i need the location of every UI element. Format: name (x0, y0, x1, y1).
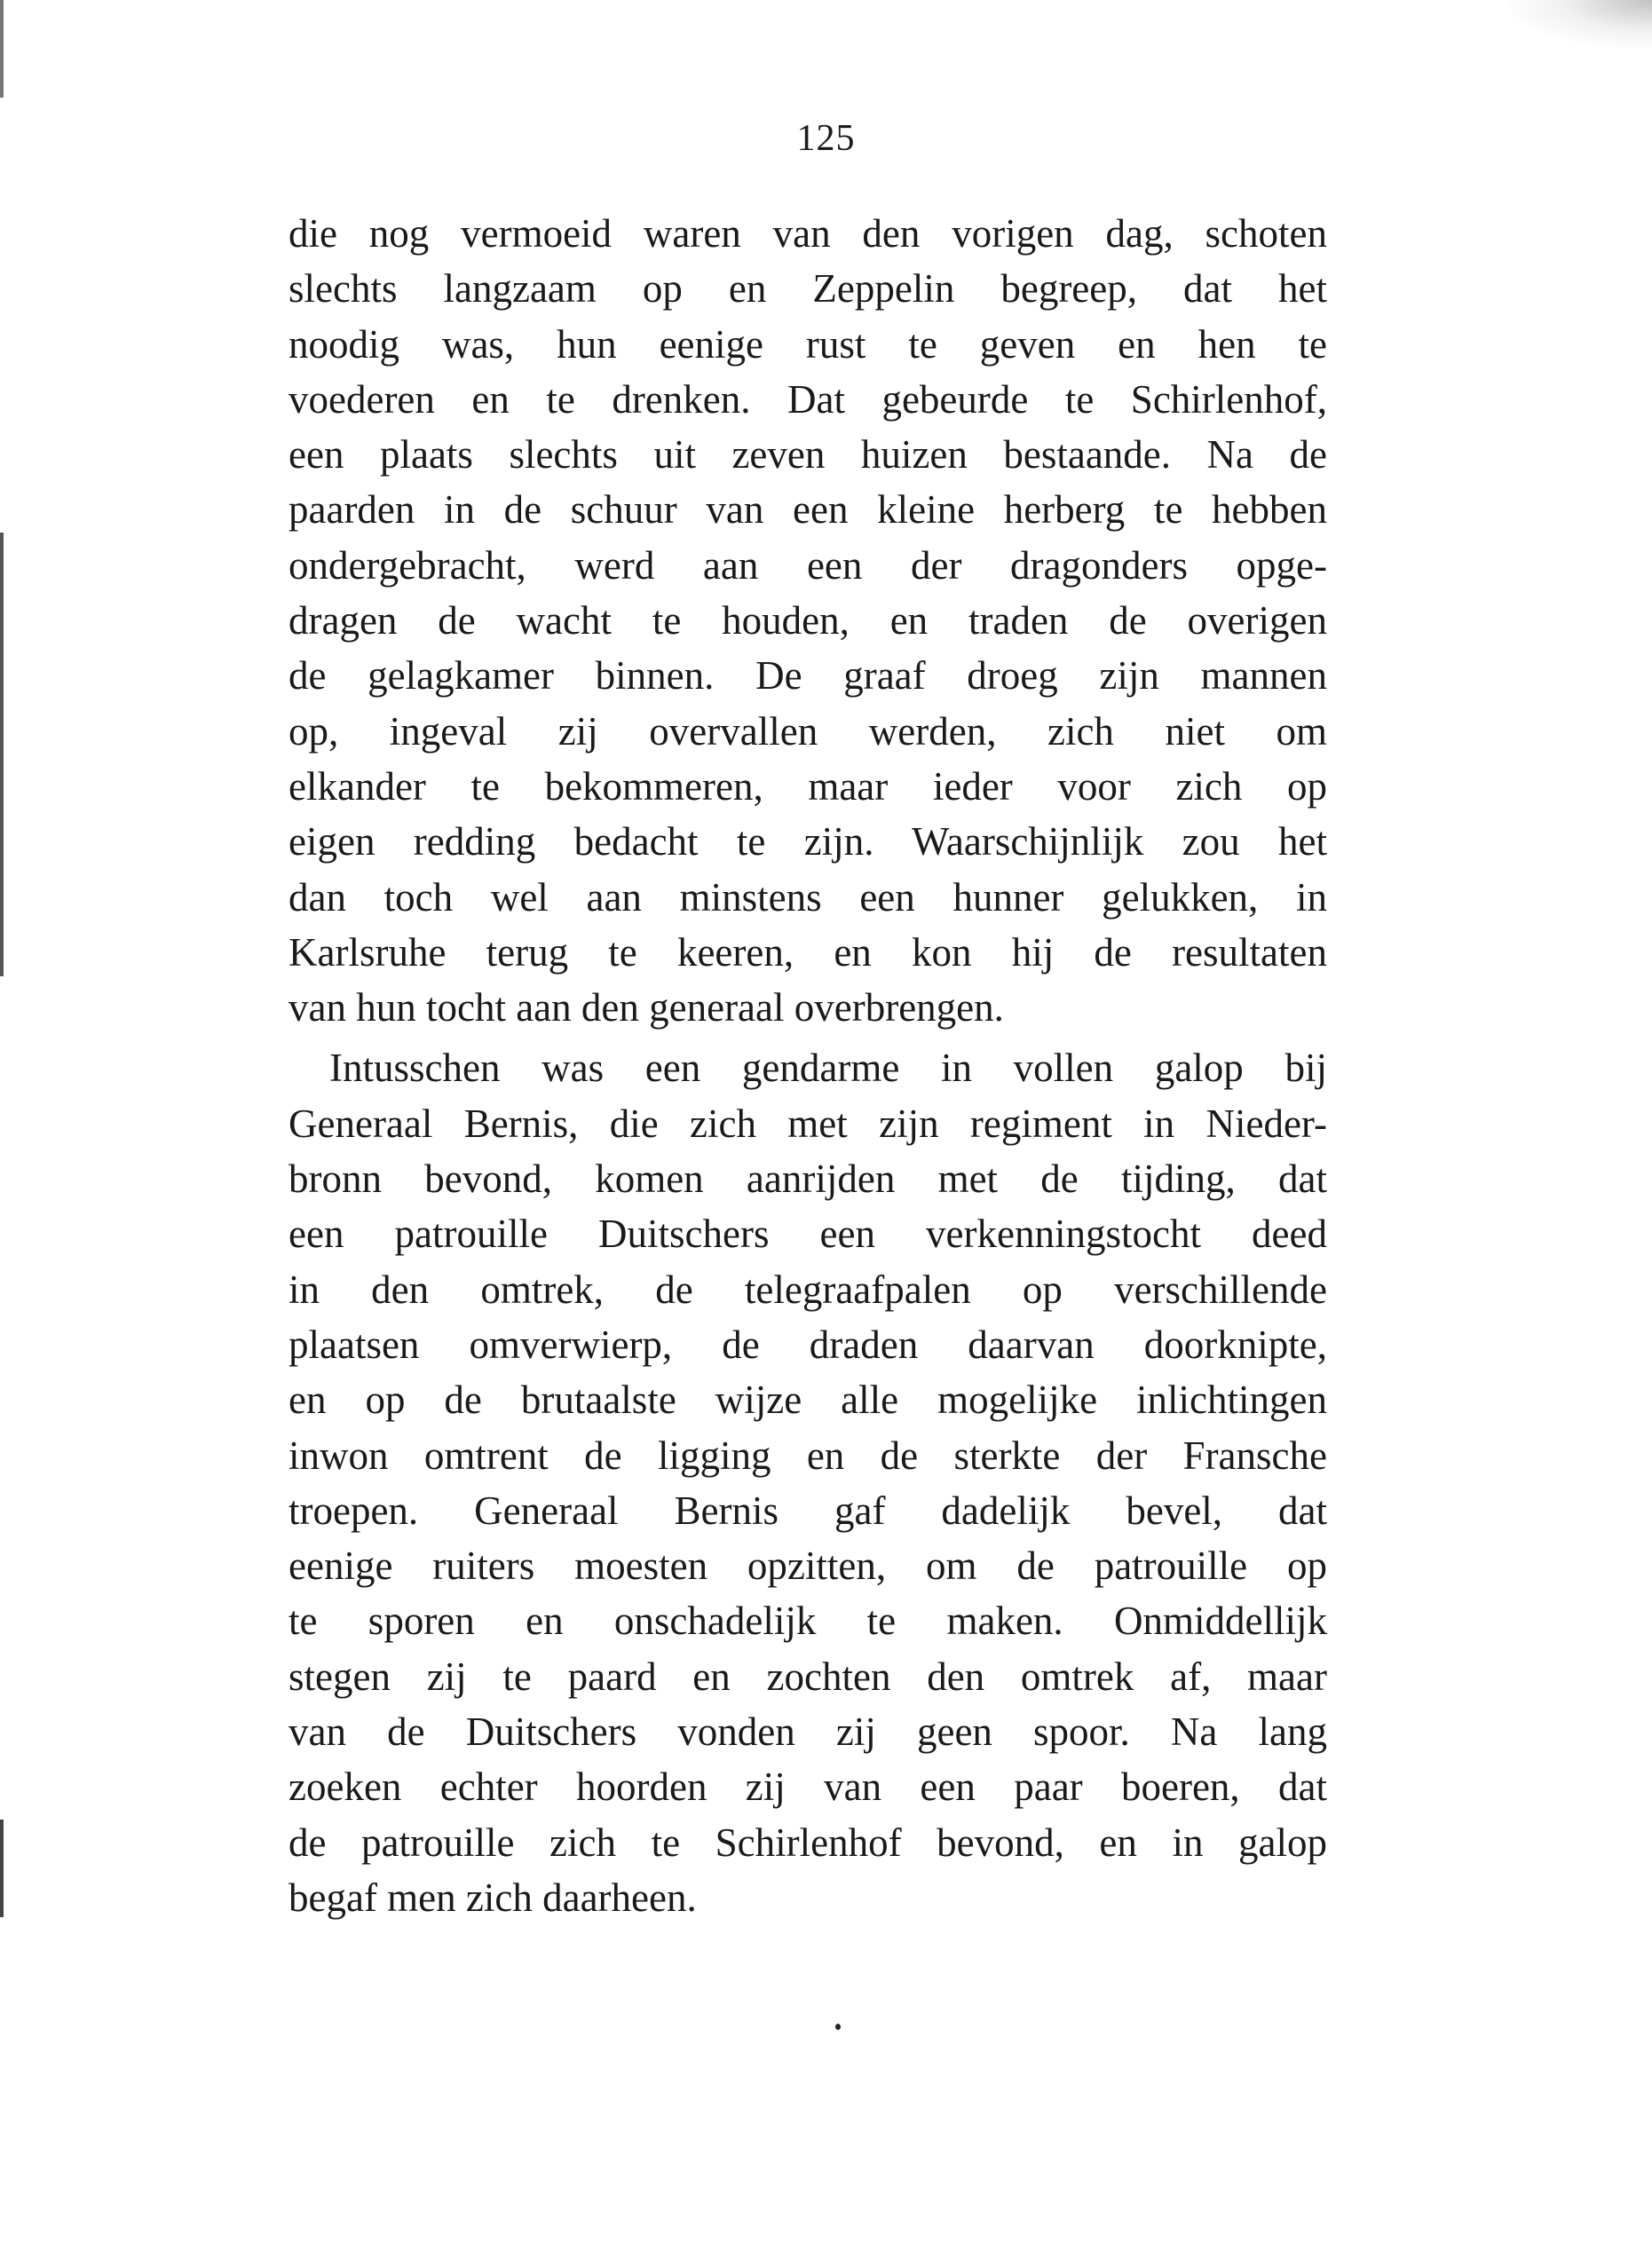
text-line: op, ingeval zij overvallen werden, zich niet om (289, 708, 1327, 754)
text-line: Intusschen was een gendarme in vollen galop bij (329, 1046, 1327, 1091)
text-line: de patrouille zich te Schirlenhof bevond, en in galop (289, 1820, 1327, 1865)
text-line: troepen. Generaal Bernis gaf dadelijk bevel, dat (289, 1488, 1327, 1533)
text-line: begaf men zich daarheen. (289, 1875, 697, 1920)
text-line: eenige ruiters moesten opzitten, om de patrouille op (289, 1544, 1327, 1589)
text-line: te sporen en onschadelijk te maken. Onmiddellijk (289, 1599, 1327, 1644)
page-body (289, 206, 1327, 1925)
text-line: van de Duitschers vonden zij geen spoor. Na lang (289, 1709, 1327, 1755)
text-line: een plaats slechts uit zeven huizen bestaande. Na de (289, 432, 1327, 478)
text-line: plaatsen omverwierp, de draden daarvan doorknipte, (289, 1322, 1327, 1367)
text-line: dragen de wacht te houden, en traden de overigen (289, 598, 1327, 643)
paragraph-2 (289, 1040, 1327, 1925)
text-line: van hun tocht aan den generaal overbrengen. (289, 985, 1004, 1030)
text-line: ondergebracht, werd aan een der dragonders opge- (289, 542, 1327, 588)
text-line: voederen en te drenken. Dat gebeurde te Schirlenhof, (289, 376, 1327, 422)
scan-edge-shadow (0, 0, 4, 2266)
text-line: noodig was, hun eenige rust te geven en hen te (289, 321, 1327, 367)
ink-speck (835, 2024, 841, 2030)
text-line: slechts langzaam op en Zeppelin begreep, dat het (289, 266, 1327, 312)
text-line: bronn bevond, komen aanrijden met de tijding, dat (289, 1157, 1327, 1202)
text-line: Generaal Bernis, die zich met zijn regiment in Nieder- (289, 1101, 1327, 1146)
paragraph-1 (289, 206, 1327, 1035)
text-line: die nog vermoeid waren van den vorigen dag, schoten (289, 211, 1327, 256)
page-number: 125 (796, 118, 856, 159)
text-line: inwon omtrent de ligging en de sterkte der Fransche (289, 1433, 1327, 1478)
text-line: de gelagkamer binnen. De graaf droeg zijn mannen (289, 653, 1327, 699)
text-line: paarden in de schuur van een kleine herberg te hebben (289, 487, 1327, 533)
text-line: stegen zij te paard en zochten den omtrek af, maar (289, 1654, 1327, 1699)
text-line: Karlsruhe terug te keeren, en kon hij de resultaten (289, 929, 1327, 975)
text-line: een patrouille Duitschers een verkenningstocht deed (289, 1212, 1327, 1257)
text-line: en op de brutaalste wijze alle mogelijke inlichtingen (289, 1378, 1327, 1423)
text-line: in den omtrek, de telegraafpalen op verschillende (289, 1267, 1327, 1312)
text-line: zoeken echter hoorden zij van een paar boeren, dat (289, 1765, 1327, 1810)
text-line: elkander te bekommeren, maar ieder voor zich op (289, 763, 1327, 809)
text-line: eigen redding bedacht te zijn. Waarschijnlijk zou het (289, 819, 1327, 865)
scan-corner-noise (1510, 0, 1652, 49)
text-line: dan toch wel aan minstens een hunner gelukken, in (289, 874, 1327, 920)
